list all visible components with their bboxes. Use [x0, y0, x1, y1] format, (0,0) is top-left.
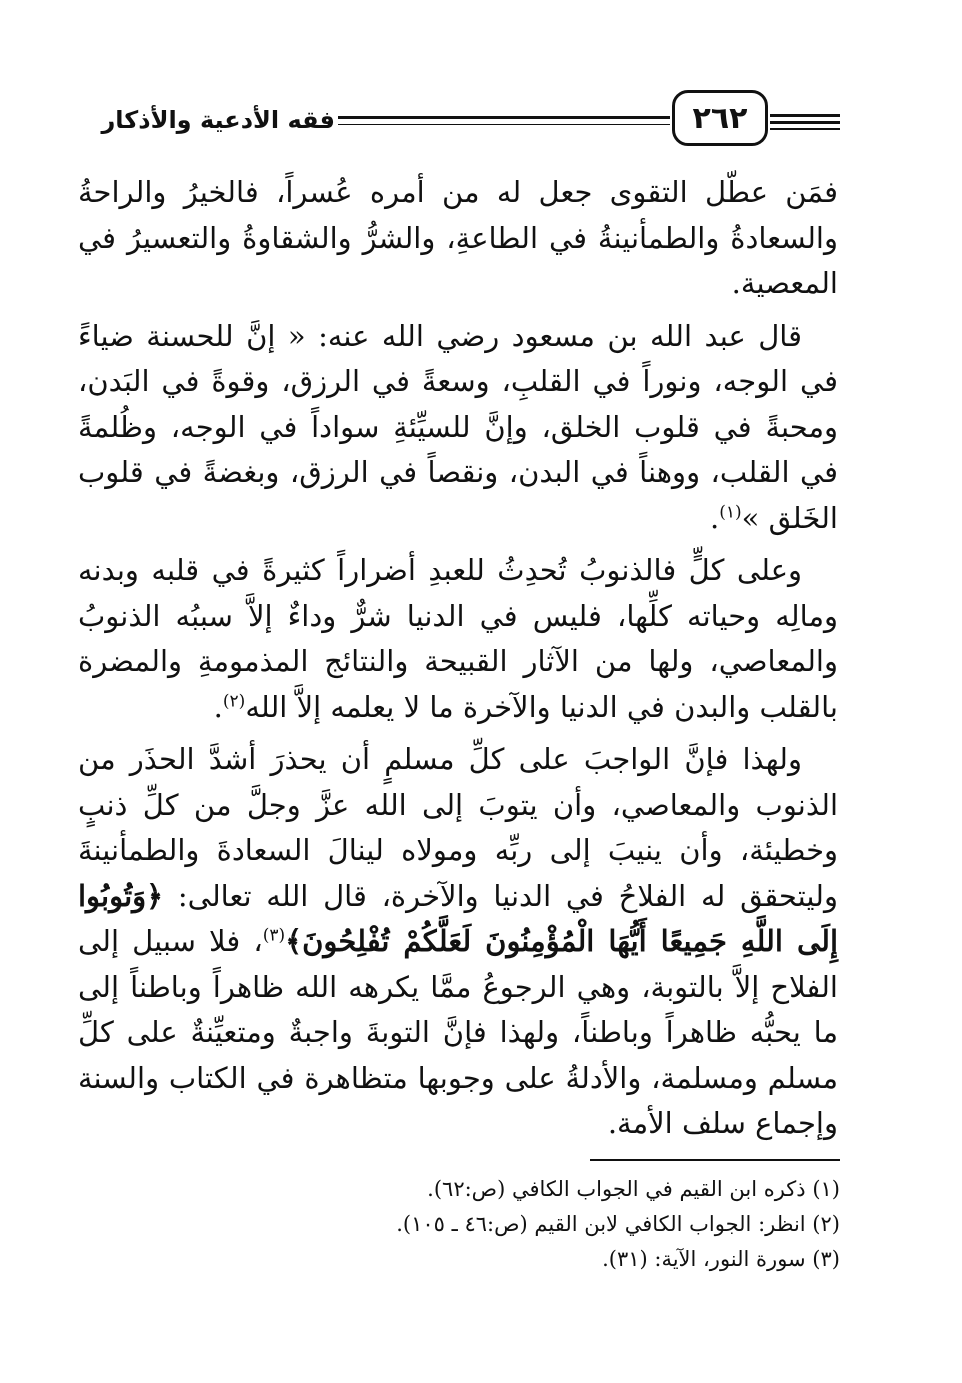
footnotes [300, 1172, 840, 1277]
header-rule-left [338, 116, 670, 119]
paragraph-text: وعلى كلٍّ فالذنوبُ تُحدِثُ للعبدِ أضراراً كثيرةً في قلبه وبدنه ومالِه وحياته كلِّها، فليس في الدنيا شرٌّ وداءٌ إلاَّ سببُه الذنوبُ والمعاصي، ولها من الآثار القبيحة والنتائج المذمومةِ والمضرة بالقلب والبدن في الدنيا والآخرة ما لا يعلمه إلاَّ الله [78, 553, 838, 724]
paragraph-text: فمَن عطّل التقوى جعل له من أمره عُسراً، فالخيرُ والراحةُ والسعادةُ والطمأنينةُ في الطاعةِ، والشرُّ والشقاوةُ والتعسيرُ في المعصية. [78, 175, 838, 300]
header-rule-right [770, 114, 840, 117]
footnote-separator [590, 1159, 840, 1161]
page-number: ٢٦٢ [672, 90, 768, 146]
paragraph-3 [78, 548, 838, 730]
paragraph-2 [78, 314, 838, 542]
book-title: فقه الأدعية والأذكار [101, 106, 335, 134]
quran-verse: ﴿وَتُوبُوا إِلَى اللَّهِ جَمِيعًا أَيُّهَا الْمُؤْمِنُونَ لَعَلَّكُمْ تُفْلِحُونَ﴾ [78, 878, 839, 958]
paragraph-text-cont: ، فلا سبيل إلى الفلاح إلاَّ بالتوبة، وهي الرجوعُ ممَّا يكرهه الله ظاهراً وباطناً إلى ما يحبُّه ظاهراً وباطناً، ولهذا فإنَّ التوبةَ واجبةٌ ومتعيِّنةٌ على كلِّ مسلم ومسلمة، والأدلةُ على وجوبها متظاهرة في الكتاب والسنة وإجماع سلف الأمة. [78, 924, 838, 1140]
header-rule-right-mid [770, 121, 840, 124]
footnote-1: (١) ذكره ابن القيم في الجواب الكافي (ص:٦٢). [427, 1177, 840, 1201]
paragraph-end: . [709, 500, 720, 535]
footnote-ref-3: (٣) [262, 925, 286, 946]
header-rule-left-thin [338, 124, 670, 125]
paragraph-text: قال عبد الله بن مسعود رضي الله عنه: « إنَّ للحسنة ضياءً في الوجه، ونوراً في القلبِ، وسعةً في الرزق، وقوةً في البَدن، ومحبةً في قلوب الخلق، وإنَّ للسيِّئةِ سواداً في الوجه، وظُلمةً في القلب، ووهناً في البدن، ونقصاً في الرزق، وبغضةً في قلوب الخَلق » [78, 318, 838, 535]
paragraph-4 [78, 737, 838, 1147]
footnote-2: (٢) انظر: الجواب الكافي لابن القيم (ص:٤٦ ـ ١٠٥). [396, 1212, 840, 1236]
paragraph-end: . [213, 689, 223, 724]
footnote-3: (٣) سورة النور، الآية: (٣١). [602, 1247, 840, 1271]
paragraph-text: ولهذا فإنَّ الواجبَ على كلِّ مسلمٍ أن يحذرَ أشدَّ الحذَر من الذنوب والمعاصي، وأن يتوبَ إلى الله عزَّ وجلَّ من كلِّ ذنبٍ وخطيئة، وأن ينيبَ إلى ربِّه ومولاه لينالَ السعادةَ والطمأنينةَ وليتحقق له الفلاحُ في الدنيا والآخرة، قال الله تعالى: [78, 742, 838, 913]
header-rule-right-low [770, 128, 840, 130]
paragraph-1 [78, 170, 838, 307]
footnote-ref-2: (٢) [222, 690, 246, 711]
page-header [70, 88, 840, 158]
footnote-ref-1: (١) [719, 501, 742, 522]
main-text [78, 170, 838, 1154]
